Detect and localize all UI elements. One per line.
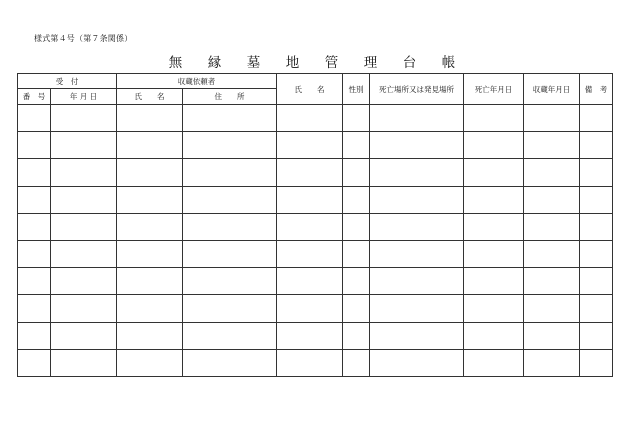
table-cell[interactable] bbox=[277, 295, 343, 322]
table-cell[interactable] bbox=[18, 268, 51, 295]
table-row bbox=[18, 186, 613, 213]
table-cell[interactable] bbox=[524, 240, 580, 267]
table-cell[interactable] bbox=[117, 213, 183, 240]
table-cell[interactable] bbox=[370, 240, 464, 267]
table-cell[interactable] bbox=[117, 268, 183, 295]
table-cell[interactable] bbox=[464, 268, 524, 295]
header-storage-date: 収蔵年月日 bbox=[524, 74, 580, 105]
table-cell[interactable] bbox=[580, 295, 613, 322]
table-cell[interactable] bbox=[343, 213, 370, 240]
table-cell[interactable] bbox=[18, 240, 51, 267]
table-cell[interactable] bbox=[277, 159, 343, 186]
table-cell[interactable] bbox=[117, 349, 183, 376]
table-cell[interactable] bbox=[464, 240, 524, 267]
header-death-date: 死亡年月日 bbox=[464, 74, 524, 105]
page-title: 無 縁 墓 地 管 理 台 帳 bbox=[168, 55, 462, 71]
table-cell[interactable] bbox=[183, 213, 277, 240]
table-cell[interactable] bbox=[464, 159, 524, 186]
table-cell[interactable] bbox=[18, 349, 51, 376]
table-cell[interactable] bbox=[524, 295, 580, 322]
table-cell[interactable] bbox=[18, 295, 51, 322]
table-row bbox=[18, 295, 613, 322]
table-cell[interactable] bbox=[464, 186, 524, 213]
table-cell[interactable] bbox=[51, 349, 117, 376]
table-cell[interactable] bbox=[18, 105, 51, 132]
table-cell[interactable] bbox=[580, 240, 613, 267]
table-cell[interactable] bbox=[183, 295, 277, 322]
table-cell[interactable] bbox=[524, 105, 580, 132]
form-number: 様式第４号（第７条関係） bbox=[34, 34, 133, 43]
table-cell[interactable] bbox=[524, 159, 580, 186]
table-cell[interactable] bbox=[183, 349, 277, 376]
header-date: 年 月 日 bbox=[51, 89, 117, 105]
table-cell[interactable] bbox=[580, 132, 613, 159]
table-cell[interactable] bbox=[370, 322, 464, 349]
table-cell[interactable] bbox=[18, 213, 51, 240]
table-cell[interactable] bbox=[343, 105, 370, 132]
table-cell[interactable] bbox=[524, 132, 580, 159]
table-cell[interactable] bbox=[277, 268, 343, 295]
table-cell[interactable] bbox=[51, 240, 117, 267]
table-cell[interactable] bbox=[18, 186, 51, 213]
table-cell[interactable] bbox=[580, 213, 613, 240]
table-cell[interactable] bbox=[343, 132, 370, 159]
table-row bbox=[18, 322, 613, 349]
header-address: 住 所 bbox=[183, 89, 277, 105]
table-cell[interactable] bbox=[117, 322, 183, 349]
table-cell[interactable] bbox=[524, 268, 580, 295]
table-cell[interactable] bbox=[277, 186, 343, 213]
table-cell[interactable] bbox=[117, 105, 183, 132]
table-cell[interactable] bbox=[277, 349, 343, 376]
register-table bbox=[17, 73, 613, 377]
header-place: 死亡場所又は発見場所 bbox=[370, 74, 464, 105]
table-cell[interactable] bbox=[464, 322, 524, 349]
table-cell[interactable] bbox=[464, 295, 524, 322]
table-cell[interactable] bbox=[117, 295, 183, 322]
table-cell[interactable] bbox=[343, 240, 370, 267]
table-row bbox=[18, 213, 613, 240]
table-row bbox=[18, 240, 613, 267]
table-cell[interactable] bbox=[183, 186, 277, 213]
table-cell[interactable] bbox=[370, 268, 464, 295]
table-cell[interactable] bbox=[580, 186, 613, 213]
table-cell[interactable] bbox=[580, 105, 613, 132]
table-cell[interactable] bbox=[183, 240, 277, 267]
table-cell[interactable] bbox=[277, 240, 343, 267]
table-cell[interactable] bbox=[51, 213, 117, 240]
header-reception: 受 付 bbox=[18, 74, 117, 89]
table-cell[interactable] bbox=[524, 213, 580, 240]
table-cell[interactable] bbox=[51, 132, 117, 159]
table-row bbox=[18, 349, 613, 376]
table-cell[interactable] bbox=[370, 159, 464, 186]
table-cell[interactable] bbox=[183, 322, 277, 349]
table-cell[interactable] bbox=[464, 105, 524, 132]
table-cell[interactable] bbox=[51, 322, 117, 349]
table-cell[interactable] bbox=[277, 132, 343, 159]
table-cell[interactable] bbox=[51, 295, 117, 322]
table-row bbox=[18, 159, 613, 186]
header-requester-name: 氏 名 bbox=[117, 89, 183, 105]
table-cell[interactable] bbox=[51, 268, 117, 295]
table-cell[interactable] bbox=[370, 105, 464, 132]
table-cell[interactable] bbox=[580, 268, 613, 295]
table-cell[interactable] bbox=[464, 213, 524, 240]
table-cell[interactable] bbox=[343, 268, 370, 295]
table-cell[interactable] bbox=[117, 159, 183, 186]
table-cell[interactable] bbox=[370, 349, 464, 376]
table-cell[interactable] bbox=[580, 159, 613, 186]
header-requester: 収蔵依頼者 bbox=[117, 74, 277, 89]
table-cell[interactable] bbox=[183, 105, 277, 132]
table-cell[interactable] bbox=[117, 240, 183, 267]
header-number: 番 号 bbox=[18, 89, 51, 105]
table-row bbox=[18, 268, 613, 295]
table-cell[interactable] bbox=[183, 159, 277, 186]
table-cell[interactable] bbox=[370, 213, 464, 240]
header-name: 氏 名 bbox=[277, 74, 343, 105]
table-row bbox=[18, 105, 613, 132]
table-row bbox=[18, 132, 613, 159]
table-cell[interactable] bbox=[277, 105, 343, 132]
table-cell[interactable] bbox=[580, 322, 613, 349]
table-cell[interactable] bbox=[524, 349, 580, 376]
table-cell[interactable] bbox=[277, 213, 343, 240]
table-cell[interactable] bbox=[464, 349, 524, 376]
table-cell[interactable] bbox=[277, 322, 343, 349]
table-cell[interactable] bbox=[464, 132, 524, 159]
table-cell[interactable] bbox=[343, 349, 370, 376]
table-cell[interactable] bbox=[117, 132, 183, 159]
table-cell[interactable] bbox=[524, 186, 580, 213]
table-cell[interactable] bbox=[343, 295, 370, 322]
table-cell[interactable] bbox=[51, 159, 117, 186]
table-cell[interactable] bbox=[18, 159, 51, 186]
table-cell[interactable] bbox=[18, 132, 51, 159]
table-cell[interactable] bbox=[18, 322, 51, 349]
table-cell[interactable] bbox=[51, 186, 117, 213]
table-cell[interactable] bbox=[183, 132, 277, 159]
table-cell[interactable] bbox=[580, 349, 613, 376]
table-cell[interactable] bbox=[117, 186, 183, 213]
table-cell[interactable] bbox=[51, 105, 117, 132]
table-cell[interactable] bbox=[343, 159, 370, 186]
table-cell[interactable] bbox=[343, 186, 370, 213]
table-cell[interactable] bbox=[370, 186, 464, 213]
header-remarks: 備 考 bbox=[580, 74, 613, 105]
table-cell[interactable] bbox=[343, 322, 370, 349]
table-cell[interactable] bbox=[183, 268, 277, 295]
header-sex: 性別 bbox=[343, 74, 370, 105]
table-cell[interactable] bbox=[524, 322, 580, 349]
table-cell[interactable] bbox=[370, 295, 464, 322]
table-cell[interactable] bbox=[370, 132, 464, 159]
